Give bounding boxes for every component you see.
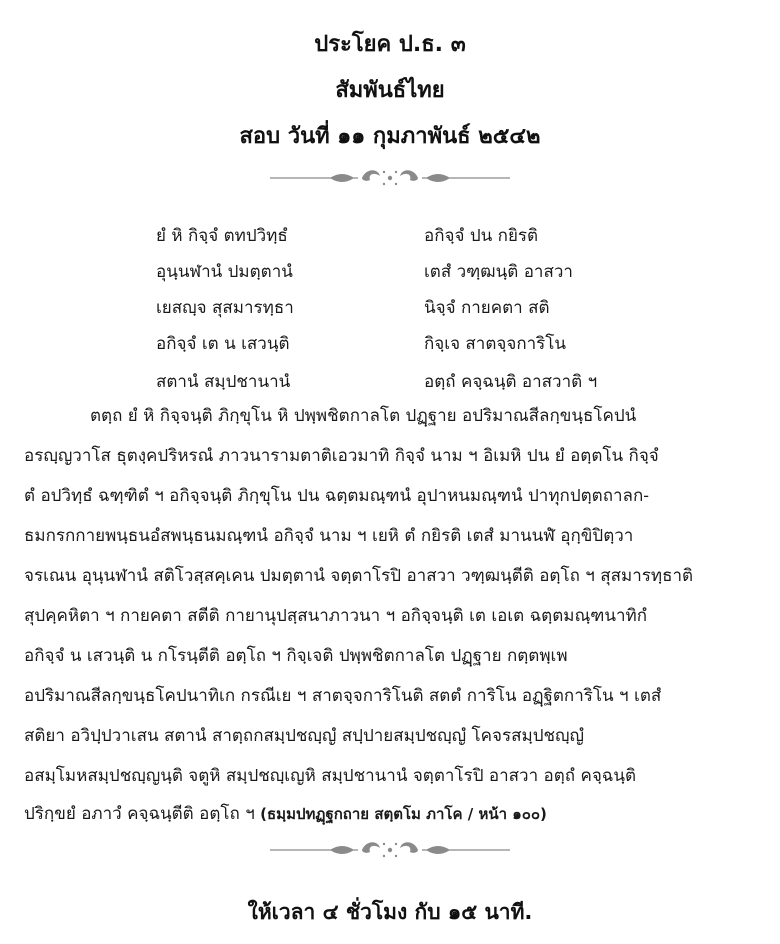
verse-line-left: ยํ หิ กิจฺจํ ตทปวิทฺธํ: [156, 226, 288, 246]
verse-line-left: เยสญฺจ สุสมารทฺธา: [156, 298, 294, 318]
verse-line-left: สตานํ สมฺปชานานํ: [156, 372, 291, 392]
verse-line-left: อุนฺนฬานํ ปมตฺตานํ: [156, 262, 293, 282]
ornament-divider-icon: [270, 838, 510, 862]
verse-line-right: นิจฺจํ กายคตา สติ: [424, 298, 550, 318]
time-allowed: ให้เวลา ๔ ชั่วโมง กับ ๑๕ นาที.: [247, 900, 533, 924]
source-citation: (ธมฺมปทฏฺฐกถาย สตฺตโม ภาโค / หน้า ๑๐๐): [260, 805, 547, 823]
commentary-line: อรญฺญวาโส ธุตงฺคปริหรณํ ภาวนารามตาติเอวมาทิ กิจฺจํ นาม ฯ อิเมหิ ปน ยํ อตฺตโน กิจฺจํ: [24, 446, 659, 466]
commentary-last-line: [24, 800, 760, 827]
commentary-line: สุปคฺคหิตา ฯ กายคตา สตีติ กายานุปสฺสนาภาวนา ฯ อกิจฺจนฺติ เต เอเต ฉตฺตมณฺฑนาทิกํ: [24, 606, 648, 626]
verse-line-right: อกิจฺจํ ปน กยิรติ: [424, 226, 539, 246]
verse-line-right: เตสํ วฑฺฒนฺติ อาสวา: [424, 262, 573, 282]
exam-level-title: ประโยค ป.ธ. ๓: [314, 32, 466, 57]
commentary-line: สติยา อวิปฺปวาเสน สตานํ สาตฺถกสมฺปชญฺญํ สปฺปายสมฺปชญฺญํ โคจรสมฺปชญฺญํ: [24, 726, 585, 746]
commentary-line: ตํ อปวิทฺธํ ฉฑฺฑิตํ ฯ อกิจฺจนฺติ ภิกฺขุโน ปน ฉตฺตมณฺฑนํ อุปาหนมณฺฑนํ ปาทุกปตฺตถาลก-: [24, 486, 650, 506]
commentary-line: จรเณน อุนฺนฬานํ สติโวสฺสคฺเคน ปมตฺตานํ จตฺตาโรปิ อาสวา วฑฺฒนฺตีติ อตฺโถ ฯ สุสมารทฺธาติ: [24, 566, 694, 586]
commentary-line: ธมกรกกายพนฺธนอํสพนฺธนมณฺฑนํ อกิจฺจํ นาม ฯ เยหิ ตํ กยิรติ เตสํ มานนฬํ อุกฺขิปิตฺวา: [24, 526, 634, 546]
commentary-line: อปริมาณสีลกฺขนฺธโคปนาทิเก กรณีเย ฯ สาตจฺจการิโนติ สตตํ การิโน อฏฺฐิตการิโน ฯ เตสํ: [24, 686, 662, 706]
ornament-divider-icon: [270, 166, 510, 190]
commentary-line: อสมฺโมหสมฺปชญฺญนฺติ จตูหิ สมฺปชญฺเญหิ สมฺปชานานํ จตฺตาโรปิ อาสวา อตฺถํ คจฺฉนฺติ: [24, 766, 637, 786]
verse-line-left: อกิจฺจํ เต น เสวนฺติ: [156, 334, 290, 354]
verse-line-right: กิจฺเจ สาตจฺจการิโน: [424, 334, 567, 354]
exam-subject-title: สัมพันธ์ไทย: [335, 78, 445, 103]
commentary-line: ตตฺถ ยํ หิ กิจฺจนฺติ ภิกฺขุโน หิ ปพฺพชิตกาลโต ปฏฺฐาย อปริมาณสีลกฺขนฺธโคปนํ: [90, 406, 637, 426]
verse-line-right: อตฺถํ คจฺฉนฺติ อาสวาติ ฯ: [424, 372, 598, 392]
commentary-line: ปริกฺขยํ อภาวํ คจฺฉนฺตีติ อตฺโถ ฯ: [24, 804, 255, 824]
exam-date: สอบ วันที่ ๑๑ กุมภาพันธ์ ๒๕๔๒: [239, 124, 541, 149]
commentary-line: อกิจฺจํ น เสวนฺติ น กโรนฺตีติ อตฺโถ ฯ กิจฺเจติ ปพฺพชิตกาลโต ปฏฺฐาย กตฺตพฺเพ: [24, 646, 568, 666]
